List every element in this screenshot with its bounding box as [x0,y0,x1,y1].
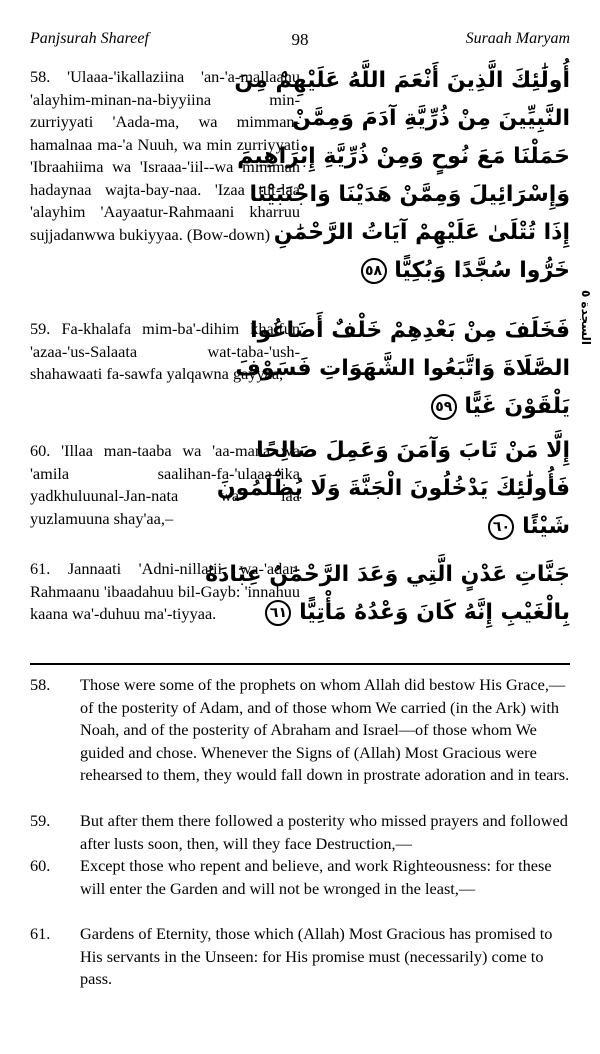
arabic-text: بِالْغَيْبِ إِنَّهُ كَانَ وَعْدُهُ مَأْتِيًّا [299,600,570,625]
arabic-line: إِذَا تُتْلَىٰ عَلَيْهِمْ آيَاتُ الرَّحْمَٰنِ [273,220,570,245]
section-divider [30,663,570,665]
arabic-line: إِلَّا مَنْ تَابَ وَآمَنَ وَعَمِلَ صَالِحًا [256,438,570,463]
arabic-text: خَرُّوا سُجَّدًا وَبُكِيًّا [394,258,570,283]
page-number: 98 [291,30,309,49]
ayah-end-marker: ٦٠ [488,514,514,540]
translation-60 [30,855,575,900]
translation-number: 61. [30,924,51,943]
page-header [30,30,570,52]
surah-title: Suraah Maryam [465,30,570,47]
arabic-line: جَنَّاتِ عَدْنٍ الَّتِي وَعَدَ الرَّحْمَٰنُ عِبَادَهُ [205,562,570,587]
verse-60-transliteration: 60. 'Illaa man-taaba wa 'aa-mana wa 'amila saalihan-fa-'ulaaa-'ika yadkhuluunal-Jan-nata wa laa yuzlamuuna shay'aa,– [30,441,300,528]
arabic-text: شَيْئًا [522,514,570,539]
verse-61-arabic [205,556,570,632]
arabic-line: فَخَلَفَ مِنْ بَعْدِهِمْ خَلْفٌ أَضَاعُوا [250,318,570,343]
verse-59-transliteration: 59. Fa-khalafa mim-ba'-dihim khalfun 'azaa-'us-Salaata wat-taba-'ush-shahawaati fa-sawfa yalqawna gayyaa, [30,319,300,383]
translation-59 [30,810,575,855]
translation-number: 59. [30,811,51,830]
arabic-line [305,508,570,546]
translation-58 [30,674,575,787]
sajda-margin-note: السجدة ٥ [579,290,593,345]
translation-text: Gardens of Eternity, those which (Allah) Most Gracious has promised to His servants in the Unseen: for His promise must (necessarily) come to pass. [80,924,553,988]
arabic-line [305,252,570,290]
book-title: Panjsurah Shareef [30,30,149,47]
translation-text: Except those who repent and believe, and work Righteousness: for these will enter the Garden and will not be wronged in the least,— [80,856,552,898]
arabic-line: أُولَٰئِكَ الَّذِينَ أَنْعَمَ اللَّهُ عَلَيْهِمْ مِنَ [234,68,570,93]
arabic-line: وَإِسْرَائِيلَ وَمِمَّنْ هَدَيْنَا وَاجْتَبَيْنَا [249,182,570,207]
arabic-line: الصَّلَاةَ وَاتَّبَعُوا الشَّهَوَاتِ فَسَوْفَ [235,356,570,381]
ayah-end-marker: ٥٨ [361,258,387,284]
translation-text: Those were some of the prophets on whom Allah did bestow His Grace,—of the posterity of Adam, and of those whom We carried (in the Ark) with Noah, and of the posterity of Abraham and Israel—of those whom We guided and chose. Whenever the Signs of (Allah) Most Gracious were rehearsed to them, they would fall down in prostrate adoration and in tears. [80,675,570,784]
translation-61 [30,923,575,991]
arabic-line: حَمَلْنَا مَعَ نُوحٍ وَمِنْ ذُرِّيَّةِ إِبْرَاهِيمَ [237,144,570,169]
verse-58-transliteration: 58. 'Ulaaa-'ikallaziina 'an-'a-mallaahu 'alayhim-minan-na-biyyiina min-zurriyyati 'Aada-ma, wa mimman-hamalnaa ma-'a Nuuh, wa min zurriyyati 'Ibraahiima wa 'Israaa-'iil--wa mimman hadaynaa wajta-bay-naa. 'Izaa tut-laa 'alayhim 'Aayaatur-Rahmaani kharruu sujjadanwwa bukiyyaa. (Bow-down) [30,67,300,244]
ayah-end-marker: ٦١ [265,600,291,626]
verse-58-arabic [234,62,570,290]
arabic-line: النَّبِيِّينَ مِنْ ذُرِّيَّةِ آدَمَ وَمِمَّنْ [292,106,570,131]
translation-text: But after them there followed a posterity who missed prayers and followed after lusts soon, then, will they face Destruction,— [80,811,568,853]
arabic-line [305,388,570,426]
verse-61-transliteration: 61. Jannaati 'Adni-nillatii wa-'adar-Rahmaanu 'ibaadahuu bil-Gayb: 'innahuu kaana wa'-duhuu ma'-tiyyaa. [30,559,300,623]
ayah-end-marker: ٥٩ [431,394,457,420]
translation-number: 58. [30,675,51,694]
arabic-line: فَأُولَٰئِكَ يَدْخُلُونَ الْجَنَّةَ وَلَا يُظْلَمُونَ [216,476,570,501]
verse-60-arabic [216,432,570,546]
verse-59-arabic [235,312,570,426]
arabic-text: يَلْقَوْنَ غَيًّا [464,394,570,419]
translation-number: 60. [30,856,51,875]
arabic-line [269,594,570,632]
